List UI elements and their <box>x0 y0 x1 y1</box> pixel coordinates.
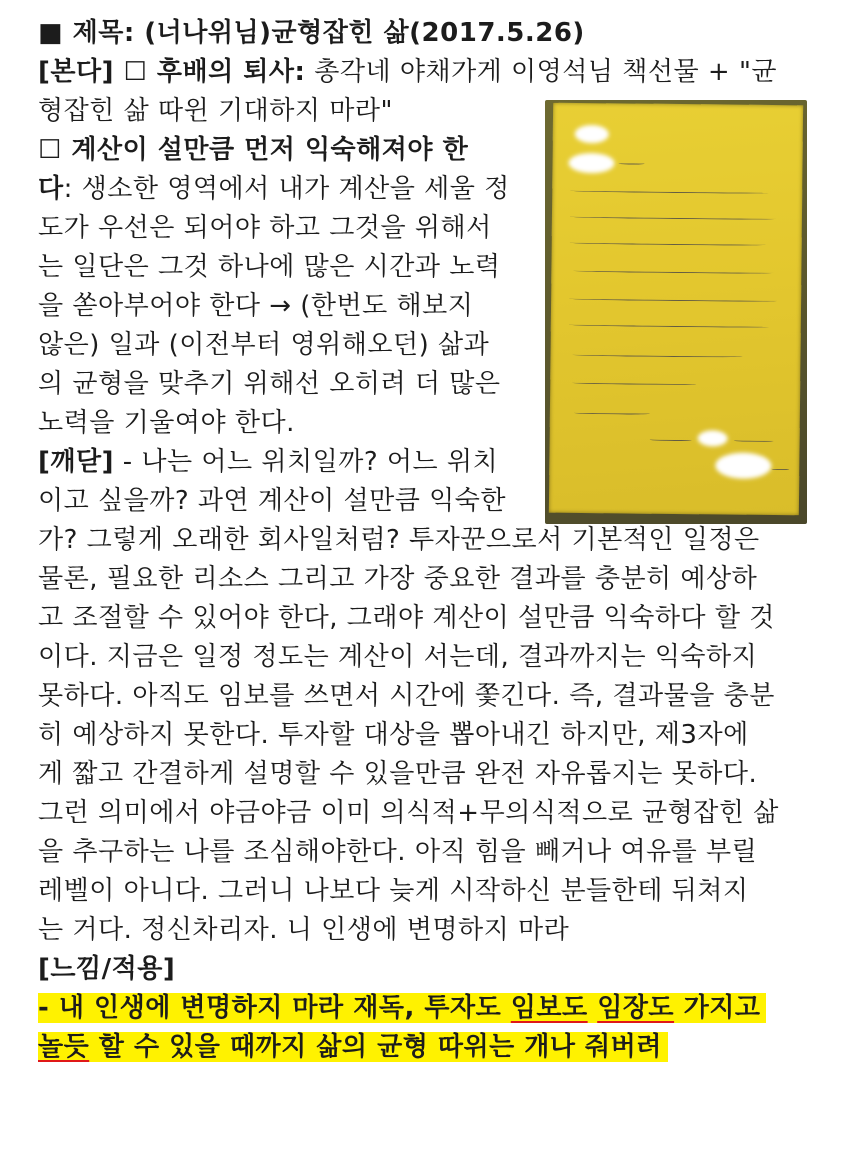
text-run: 히 예상하지 못한다. 투자할 대상을 뽑아내긴 하지만, 제3자에 <box>38 720 749 750</box>
text-run: 을 쏟아부어야 한다 → (한번도 해보지 <box>38 291 474 321</box>
text-line <box>38 248 548 287</box>
text-run: 가지고 <box>674 993 761 1023</box>
yellow-note-card <box>549 103 803 516</box>
text-run: 않은) 일과 (이전부터 영위해오던) 삶과 <box>38 330 490 360</box>
text-run: 도가 우선은 되어야 하고 그것을 위해서 <box>38 213 492 243</box>
text-run: 고 조절할 수 있어야 한다, 그래야 계산이 설만큼 익숙하다 할 것 <box>38 603 775 633</box>
underlined-text: 임보도 <box>510 993 588 1023</box>
bold-text: ■ 제목: (너나위님)균형잡힌 삶(2017.5.26) <box>38 18 585 48</box>
text-line <box>38 209 548 248</box>
text-run: 게 짧고 간결하게 설명할 수 있을만큼 완전 자유롭지는 못하다. <box>38 759 758 789</box>
text-run: 을 추구하는 나를 조심해야한다. 아직 힘을 빼거나 여유를 부릴 <box>38 837 758 867</box>
text-line <box>38 677 838 716</box>
bold-text: 다 <box>38 174 64 204</box>
text-run <box>588 993 598 1023</box>
text-line <box>38 443 548 482</box>
underlined-text: 놀듯 <box>38 1032 90 1062</box>
text-run: - 내 인생에 변명하지 마라 재독, 투자도 <box>38 993 511 1023</box>
text-line <box>38 950 838 989</box>
text-line <box>38 53 838 92</box>
bold-text: [깨닫] <box>38 447 114 477</box>
text-line <box>38 326 548 365</box>
text-run: 할 수 있을 때까지 삶의 균형 따위는 개나 줘버려 <box>89 1032 662 1062</box>
text-line <box>38 755 838 794</box>
text-line <box>38 911 838 950</box>
text-run: 의 균형을 맞추기 위해선 오히려 더 많은 <box>38 369 501 399</box>
text-line <box>38 170 548 209</box>
text-run: : 생소한 영역에서 내가 계산을 세울 정 <box>63 174 510 204</box>
bold-text: ☐ 계산이 설만큼 먼저 익숙해져야 한 <box>38 135 469 165</box>
text-run: 이다. 지금은 일정 정도는 계산이 서는데, 결과까지는 익숙하지 <box>38 642 758 672</box>
text-line <box>38 1028 838 1067</box>
text-run: 는 일단은 그것 하나에 많은 시간과 노력 <box>38 252 501 282</box>
text-line <box>38 521 838 560</box>
bold-text: [느낌/적용] <box>38 954 176 984</box>
text-run: 못하다. 아직도 임보를 쓰면서 시간에 쫓긴다. 즉, 결과물을 충분 <box>38 681 775 711</box>
highlighted-text <box>38 993 766 1023</box>
text-line <box>38 287 548 326</box>
text-run: 형잡힌 삶 따윈 기대하지 마라" <box>38 96 393 126</box>
text-line <box>38 560 838 599</box>
text-line <box>38 14 838 53</box>
text-line <box>38 404 548 443</box>
text-line <box>38 794 838 833</box>
text-line <box>38 599 838 638</box>
text-run: 이고 싶을까? 과연 계산이 설만큼 익숙한 <box>38 486 506 516</box>
text-run: 는 거다. 정신차리자. 니 인생에 변명하지 마라 <box>38 915 570 945</box>
highlighted-text <box>38 1032 668 1062</box>
text-run: 가? 그렇게 오래한 회사일처럼? 투자꾼으로서 기본적인 일정은 <box>38 525 760 555</box>
text-line <box>38 482 548 521</box>
text-line <box>38 131 548 170</box>
text-line <box>38 716 838 755</box>
bold-text: [본다] ☐ 후배의 퇴사: <box>38 57 306 87</box>
text-run: 물론, 필요한 리소스 그리고 가장 중요한 결과를 충분히 예상하 <box>38 564 758 594</box>
text-run: - 나는 어느 위치일까? 어느 위치 <box>114 447 499 477</box>
text-line <box>38 833 838 872</box>
text-line <box>38 872 838 911</box>
text-line <box>38 638 838 677</box>
text-run: 그런 의미에서 야금야금 이미 의식적+무의식적으로 균형잡힌 삶 <box>38 798 779 828</box>
handwritten-note-photo <box>545 100 807 524</box>
text-line <box>38 989 838 1028</box>
text-line <box>38 365 548 404</box>
text-run: 노력을 기울여야 한다. <box>38 408 295 438</box>
underlined-text: 임장도 <box>597 993 675 1023</box>
text-run: 레벨이 아니다. 그러니 나보다 늦게 시작하신 분들한테 뒤쳐지 <box>38 876 749 906</box>
text-run: 총각네 야채가게 이영석님 책선물 + "균 <box>305 57 778 87</box>
